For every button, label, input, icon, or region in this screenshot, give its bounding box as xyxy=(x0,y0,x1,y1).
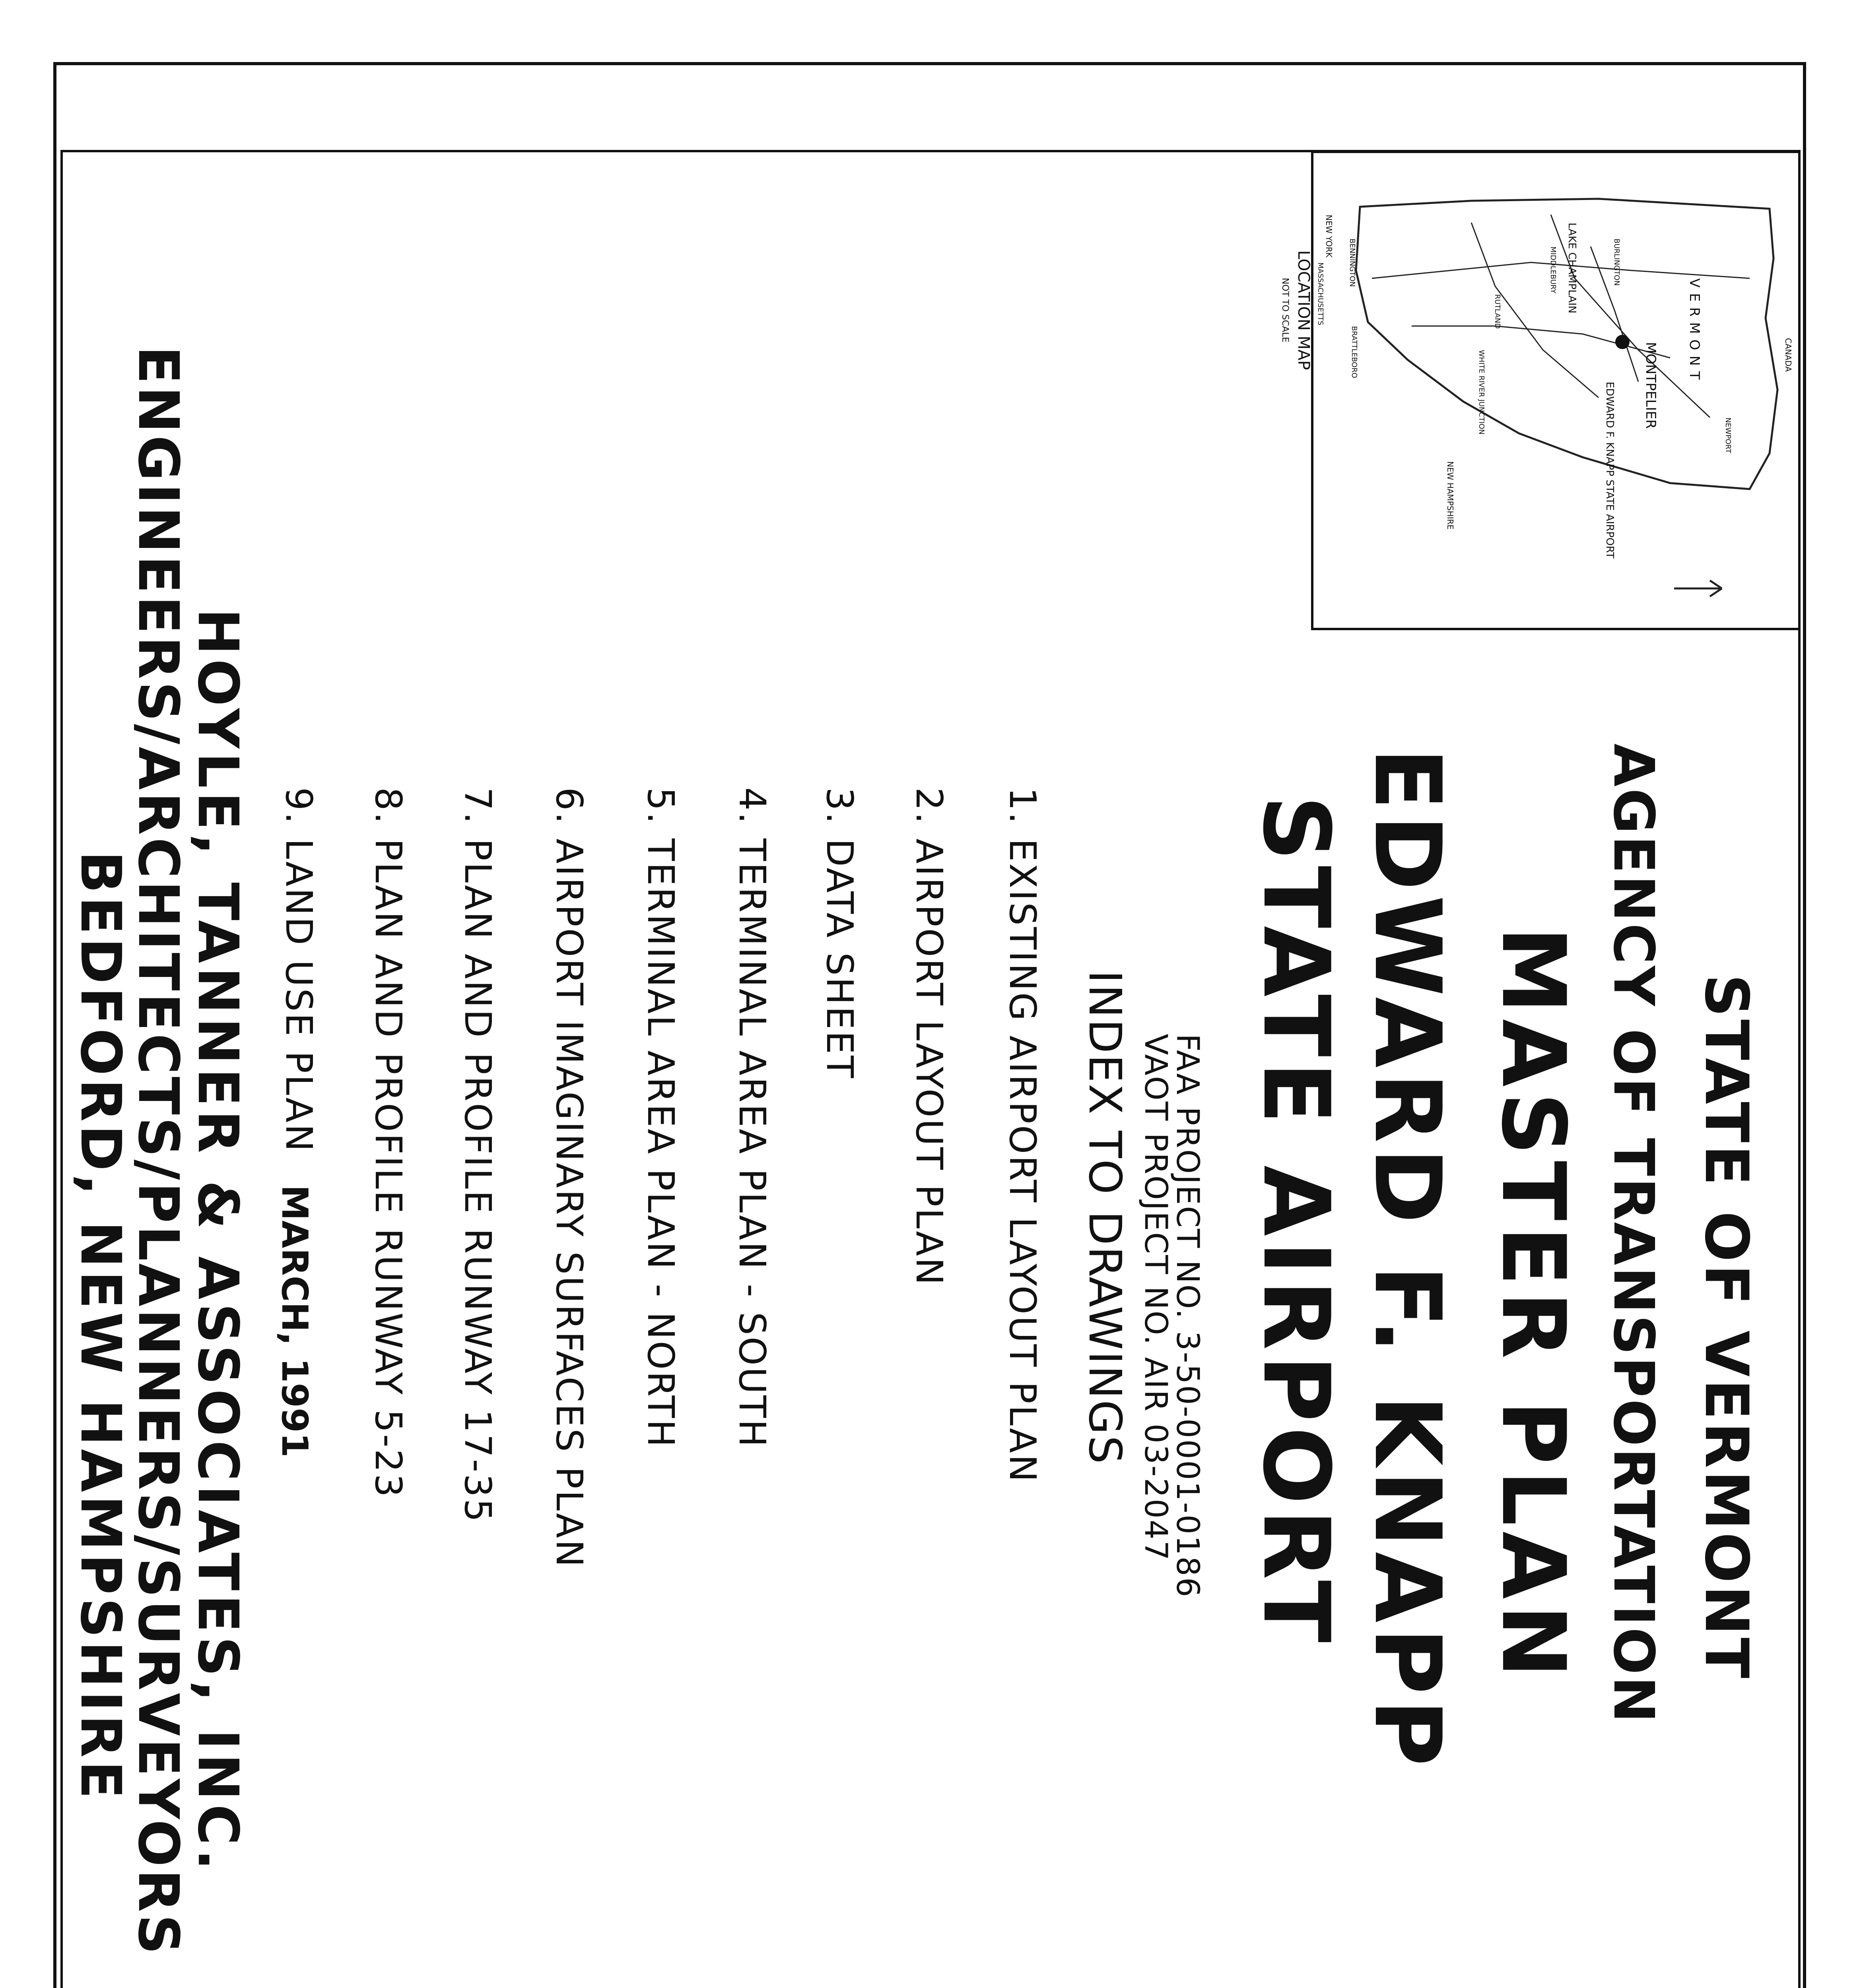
issue-date: MARCH, 1991 xyxy=(274,1185,315,1458)
location-map-scale: NOT TO SCALE xyxy=(1280,278,1290,343)
map-label-rutland: RUTLAND xyxy=(1493,294,1502,329)
map-label-burlington: BURLINGTON xyxy=(1612,239,1621,286)
index-item: 5. TERMINAL AREA PLAN - NORTH xyxy=(639,787,682,1449)
firm-location: BEDFORD, NEW HAMPSHIRE xyxy=(68,851,133,1802)
map-label-new-york: NEW YORK xyxy=(1324,215,1334,258)
map-label-massachusetts: MASSACHUSETTS xyxy=(1316,262,1325,326)
title-airport-line1: EDWARD F. KNAPP xyxy=(1354,747,1460,1771)
index-item: 9. LAND USE PLAN xyxy=(278,787,320,1153)
index-item: 7. PLAN AND PROFILE RUNWAY 17-35 xyxy=(457,787,499,1524)
index-item: 4. TERMINAL AREA PLAN - SOUTH xyxy=(731,787,773,1449)
map-label-airport: EDWARD F. KNAPP STATE AIRPORT xyxy=(1604,382,1616,559)
index-item: 6. AIRPORT IMAGINARY SURFACES PLAN xyxy=(548,787,591,1569)
map-label-new-hampshire: NEW HAMPSHIRE xyxy=(1445,461,1455,530)
index-heading: INDEX TO DRAWINGS xyxy=(1079,970,1131,1465)
faa-project-number: FAA PROJECT NO. 3-50-0001-0186 xyxy=(1169,1034,1205,1598)
index-item: 8. PLAN AND PROFILE RUNWAY 5-23 xyxy=(367,787,410,1499)
title-master-plan: MASTER PLAN xyxy=(1482,926,1584,1683)
location-map-title: LOCATION MAP xyxy=(1294,250,1313,370)
title-state: STATE OF VERMONT xyxy=(1692,974,1761,1681)
firm-name: HOYLE, TANNER & ASSOCIATES, INC. xyxy=(185,608,250,1874)
title-agency: AGENCY OF TRANSPORTATION xyxy=(1601,744,1666,1724)
map-label-bennington: BENNINGTON xyxy=(1348,239,1356,287)
map-label-white-river: WHITE RIVER JUNCTION xyxy=(1477,350,1486,435)
map-label-brattleboro: BRATTLEBORO xyxy=(1350,326,1358,378)
map-label-canada: CANADA xyxy=(1783,338,1793,372)
map-label-middlebury: MIDDLEBURY xyxy=(1549,247,1557,293)
index-item: 3. DATA SHEET xyxy=(818,787,861,1080)
map-label-vermont: VERMONT xyxy=(1686,278,1702,385)
index-item: 2. AIRPORT LAYOUT PLAN xyxy=(908,787,950,1287)
vaot-project-number: VAOT PROJECT NO. AIR 03-2047 xyxy=(1138,1034,1173,1562)
airport-marker-location xyxy=(1615,335,1630,349)
map-label-newport: NEWPORT xyxy=(1724,417,1732,453)
title-airport-line2: STATE AIRPORT xyxy=(1243,795,1349,1648)
index-item: 1. EXISTING AIRPORT LAYOUT PLAN xyxy=(1001,787,1044,1484)
map-label-montpelier: MONTPELIER xyxy=(1643,342,1659,429)
firm-disciplines: ENGINEERS/ARCHITECTS/PLANNERS/SURVEYORS xyxy=(126,346,190,1957)
map-label-lake: LAKE CHAMPLAIN xyxy=(1566,223,1578,314)
